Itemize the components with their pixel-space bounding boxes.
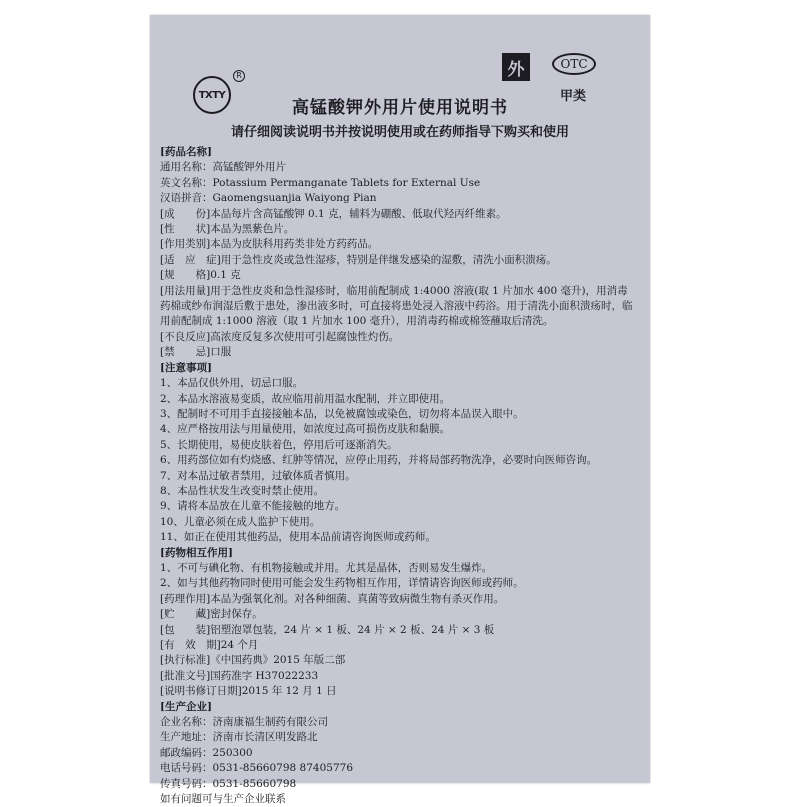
contraindications: [禁 忌]口服 (160, 346, 232, 359)
precaution-item: 6、用药部位如有灼烧感、红肿等情况，应停止用药，并将局部药物洗净，必要时向医师咨询。 (160, 454, 598, 467)
indication: [适 应 症]用于急性皮炎或急性湿疹，特别是伴继发感染的湿敷，清洗小面积溃疡。 (160, 253, 557, 266)
precaution-item: 4、应严格按用法与用量使用，如浓度过高可损伤皮肤和黏膜。 (160, 423, 451, 436)
storage: [贮 藏]密封保存。 (160, 608, 263, 621)
fax: 传真号码：0531-85660798 (160, 777, 297, 790)
precaution-item: 9、请将本品放在儿童不能接触的地方。 (160, 500, 346, 513)
company-logo-icon: TXTY (193, 76, 231, 114)
precaution-item: 1、本品仅供外用，切忌口服。 (160, 377, 304, 390)
usage-dosage: [用法用量]用于急性皮炎和急性湿疹时，临用前配制成 1:4000 溶液(取 1 片加水 400 毫升)，用消毒药棉或纱布润湿后敷于患处，渗出液多时，可直接将患处浸入溶液中药浴。用于清洗小面积溃疡时，临用前配制成 1:1000 溶液（取 1 片加水 100 毫升），用消毒药棉或棉签蘸取后清洗。 (160, 284, 633, 328)
precaution-item: 2、本品水溶液易变质，故应临用前用温水配制，并立即使用。 (160, 392, 451, 405)
contact-note: 如有问题可与生产企业联系 (160, 793, 286, 806)
specification: [规 格]0.1 克 (160, 269, 241, 282)
precaution-item: 8、本品性状发生改变时禁止使用。 (160, 484, 325, 497)
adverse-reactions: [不良反应]高浓度反复多次使用可引起腐蚀性灼伤。 (160, 330, 400, 343)
otc-class-label: 甲类 (560, 89, 587, 104)
validity: [有 效 期]24 个月 (160, 639, 259, 651)
precaution-item: 3、配制时不可用手直接接触本品，以免被腐蚀或染色，切勿将本品误入眼中。 (160, 407, 524, 420)
precaution-item: 10、儿童必须在成人监护下使用。 (160, 515, 321, 528)
pharmacology: [药理作用]本品为强氧化剂。对各种细菌、真菌等致病微生物有杀灭作用。 (160, 592, 505, 605)
registered-mark-icon: R (233, 70, 245, 82)
category: [作用类别]本品为皮肤科用药类非处方药药品。 (160, 238, 379, 251)
composition: [成 份]本品每片含高锰酸钾 0.1 克，辅料为硼酸、低取代羟丙纤维素。 (160, 207, 507, 220)
precaution-item: 11、如正在使用其他药品，使用本品前请咨询医师或药师。 (160, 531, 436, 544)
interaction-item: 1、不可与碘化物、有机物接触或并用。尤其是晶体，否则易发生爆炸。 (160, 561, 493, 574)
leaflet-body (160, 145, 638, 807)
otc-badge: OTC (552, 53, 596, 75)
appearance: [性 状]本品为黑紫色片。 (160, 223, 295, 236)
english-name: 英文名称：Potassium Permanganate Tablets for External Use (160, 176, 481, 189)
document-subtitle: 请仔细阅读说明书并按说明使用或在药师指导下购买和使用 (230, 125, 569, 140)
company-name: 企业名称：济南康福生制药有限公司 (160, 716, 328, 729)
leaflet-sheet (150, 15, 650, 806)
external-use-badge: 外 (502, 53, 530, 81)
postcode: 邮政编码：250300 (160, 746, 253, 759)
phone: 电话号码：0531-85660798 87405776 (160, 762, 353, 775)
pinyin-name: 汉语拼音：Gaomengsuanjia Waiyong Pian (160, 192, 377, 205)
revision-date: [说明书修订日期]2015 年 12 月 1 日 (160, 685, 337, 698)
standard: [执行标准]《中国药典》2015 年版二部 (160, 654, 346, 667)
precautions-header: [注意事项] (160, 361, 212, 374)
document-title: 高锰酸钾外用片使用说明书 (292, 98, 508, 118)
manufacturer-header: [生产企业] (160, 700, 212, 713)
company-address: 生产地址：济南市长清区明发路北 (160, 731, 318, 744)
precaution-item: 7、对本品过敏者禁用，过敏体质者慎用。 (160, 469, 356, 482)
interaction-item: 2、如与其他药物同时使用可能会发生药物相互作用，详情请咨询医师或药师。 (160, 577, 524, 590)
drug-name-header: [药品名称] (160, 146, 212, 158)
approval-number: [批准文号]国药准字 H37022233 (160, 669, 319, 682)
package: [包 装]铝塑泡罩包装，24 片 × 1 板、24 片 × 2 板、24 片 × 3 板 (160, 623, 495, 636)
precaution-item: 5、长期使用，易使皮肤着色，停用后可逐渐消失。 (160, 438, 398, 451)
interactions-header: [药物相互作用] (160, 546, 233, 559)
generic-name: 通用名称：高锰酸钾外用片 (160, 161, 286, 174)
